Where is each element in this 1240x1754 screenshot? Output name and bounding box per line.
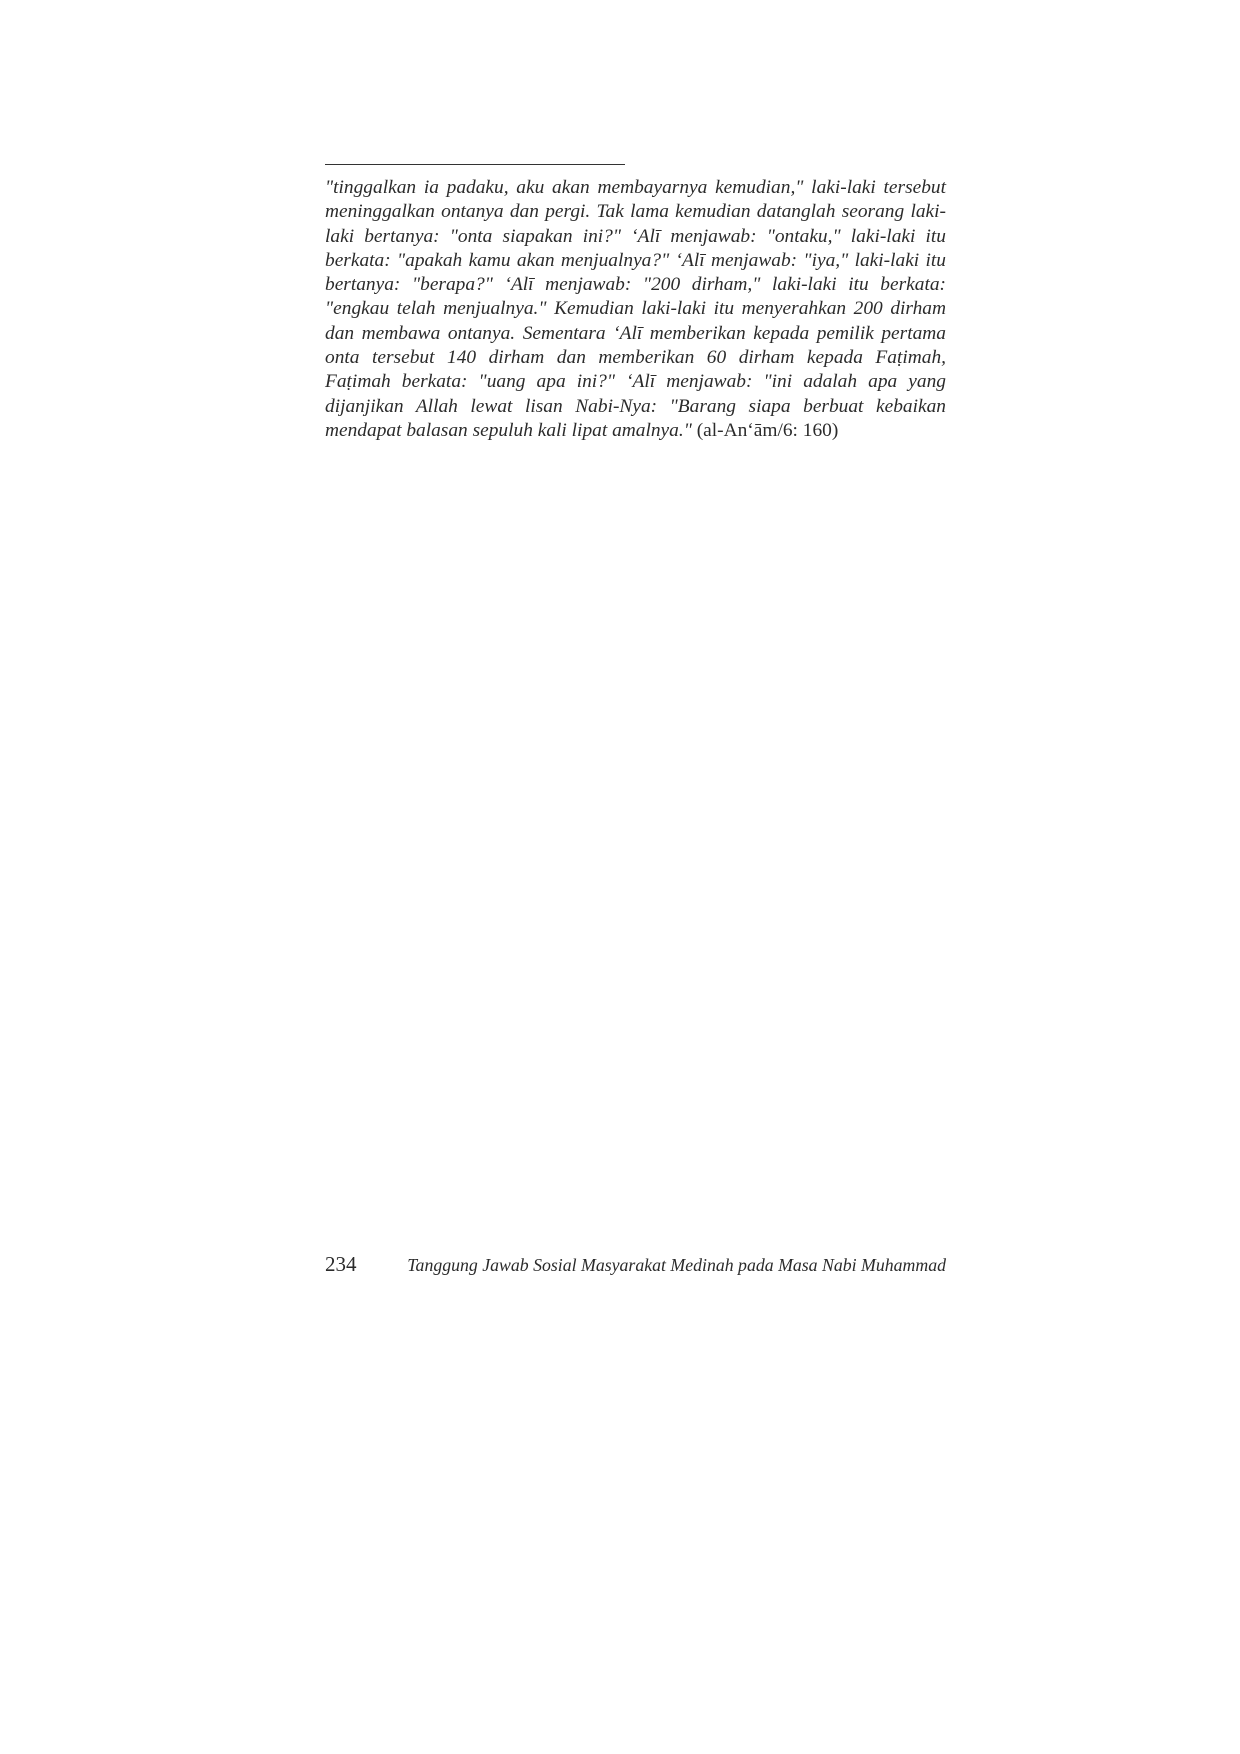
footnote [325, 176, 946, 443]
page-footer [325, 1251, 946, 1281]
page-number: 234 [325, 1252, 357, 1276]
footnote-body: "tinggalkan ia padaku, aku akan membayarnya kemudian," laki-laki tersebut meninggalkan ontanya dan pergi. Tak lama kemudian datanglah seorang laki-laki bertanya: "onta siapakan ini?" ‘Alī menjawab: "ontaku," laki-laki itu berkata: "apakah kamu akan menjualnya?" ‘Alī menjawab: "iya," laki-laki itu bertanya: "berapa?" ‘Alī menjawab: "200 dirham," laki-laki itu berkata: "engkau telah menjualnya." Kemudian laki-laki itu menyerahkan 200 dirham dan membawa ontanya. Sementara ‘Alī memberikan kepada pemilik pertama onta tersebut 140 dirham dan memberikan 60 dirham kepada Faṭimah, Faṭimah berkata: "uang apa ini?" ‘Alī menjawab: "ini adalah apa yang dijanjikan Allah lewat lisan Nabi-Nya: "Barang siapa berbuat kebaikan mendapat balasan sepuluh kali lipat amalnya." [325, 177, 946, 441]
running-title: Tanggung Jawab Sosial Masyarakat Medinah pada Masa Nabi Muhammad [407, 1255, 946, 1275]
footnote-separator [325, 164, 625, 165]
quran-citation: (al-An‘ām/6: 160) [696, 419, 839, 441]
